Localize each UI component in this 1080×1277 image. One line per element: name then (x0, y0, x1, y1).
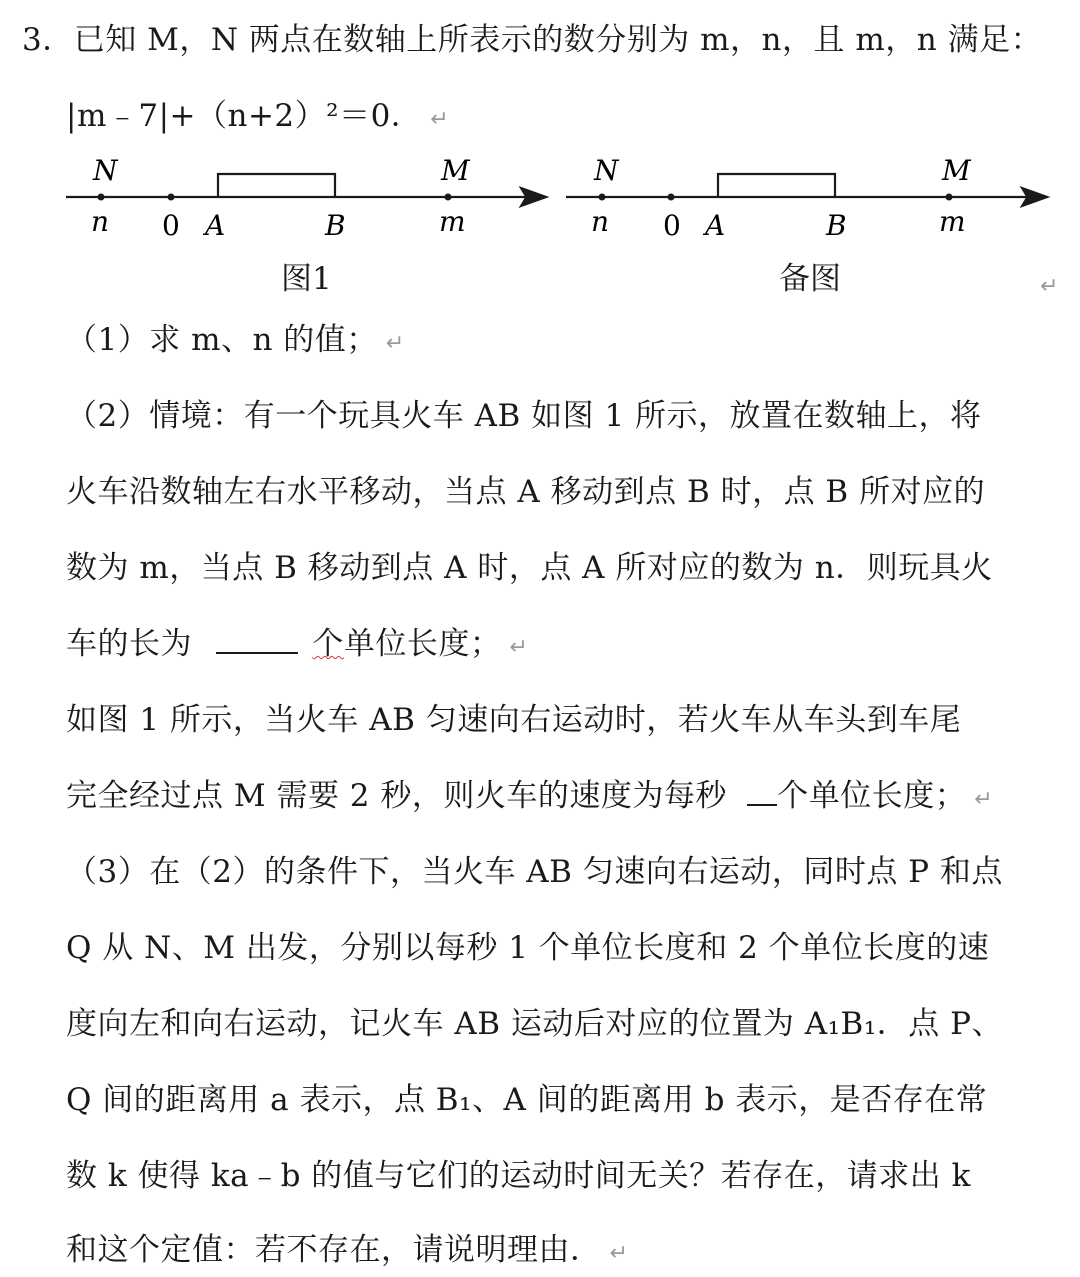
figure-1-caption: 图1 (281, 261, 332, 297)
part-3-text-3: 度向左和向右运动，记火车 AB 运动后对应的位置为 A₁B₁．点 P、 (66, 1006, 1003, 1042)
question-part-3-line-6 (66, 1230, 628, 1274)
part-3-text-1: （3）在（2）的条件下，当火车 AB 匀速向右运动，同时点 P 和点 (66, 854, 1003, 890)
label-N: N (93, 154, 118, 187)
part-3-text-4: Q 间的距离用 a 表示，点 B₁、A 间的距离用 b 表示，是否存在常 (66, 1082, 988, 1118)
point-n-dot (98, 194, 105, 201)
question-part-3-line-2 (66, 928, 989, 968)
question-part-2-line-1 (66, 396, 982, 436)
label-zero: 0 (162, 209, 180, 242)
label-m: m (939, 205, 966, 238)
figure-2-caption: 备图 (779, 261, 841, 297)
label-n: n (91, 205, 110, 238)
speed-suffix: 个单位长度； (777, 778, 967, 814)
question-part-2-line-3 (66, 548, 993, 588)
speed-prefix: 完全经过点 M 需要 2 秒，则火车的速度为每秒 (66, 778, 727, 814)
part-3-text-6: 和这个定值：若不存在，请说明理由． (66, 1232, 602, 1268)
label-A: A (705, 209, 726, 242)
question-part-2-line-2 (66, 472, 985, 512)
label-zero: 0 (663, 209, 681, 242)
question-part-2-line-5 (66, 700, 961, 740)
question-part-2-line-6 (66, 776, 993, 820)
question-line-2 (66, 96, 449, 140)
part-3-text-5: 数 k 使得 ka﹣b 的值与它们的运动时间无关？若存在，请求出 k (66, 1158, 971, 1194)
question-part-2-line-4 (66, 624, 528, 668)
car-length-suffix: 单位长度； (343, 626, 502, 662)
part-3-text-2: Q 从 N、M 出发，分别以每秒 1 个单位长度和 2 个单位长度的速 (66, 930, 990, 966)
point-m-dot (445, 194, 452, 201)
label-A: A (205, 209, 226, 242)
return-mark-icon: ↵ (385, 331, 405, 356)
question-part-3-line-5 (66, 1156, 971, 1196)
label-M: M (942, 154, 971, 187)
toy-train-rect (718, 174, 835, 197)
figure-2-number-line (566, 154, 1046, 242)
return-mark-icon: ↵ (974, 787, 994, 812)
answer-blank-train-length[interactable] (216, 626, 298, 654)
question-part-1 (66, 320, 405, 364)
spellcheck-underlined-word: 个 (312, 626, 344, 662)
part-2-text-1: （2）情境：有一个玩具火车 AB 如图 1 所示，放置在数轴上，将 (66, 398, 982, 434)
origin-dot (668, 194, 675, 201)
car-length-prefix: 车的长为 (66, 626, 192, 662)
origin-dot (168, 194, 175, 201)
label-B: B (826, 209, 847, 242)
return-mark-icon: ↵ (1040, 274, 1059, 299)
return-mark-icon: ↵ (609, 1241, 629, 1266)
label-n: n (591, 205, 610, 238)
point-m-dot (946, 194, 953, 201)
part-1-text: （1）求 m、n 的值； (66, 322, 378, 358)
label-M: M (441, 154, 470, 187)
question-part-3-line-4 (66, 1080, 987, 1120)
label-N: N (594, 154, 619, 187)
label-B: B (325, 209, 346, 242)
question-part-3-line-1 (66, 852, 1003, 892)
return-mark-icon: ↵ (430, 107, 450, 132)
figure-1-number-line (66, 154, 545, 242)
part-2-text-5: 如图 1 所示，当火车 AB 匀速向右运动时，若火车从车头到车尾 (66, 702, 962, 738)
answer-blank-speed[interactable] (747, 778, 777, 806)
point-n-dot (599, 194, 606, 201)
question-part-3-line-3 (66, 1004, 1003, 1044)
part-2-text-3: 数为 m，当点 B 移动到点 A 时，点 A 所对应的数为 n．则玩具火 (66, 550, 993, 586)
condition-equation: |m﹣7|+（n+2）²＝0． (66, 98, 423, 134)
label-m: m (439, 205, 466, 238)
return-mark-icon: ↵ (509, 635, 529, 660)
number-line-figures (0, 145, 1080, 305)
part-2-text-2: 火车沿数轴左右水平移动，当点 A 移动到点 B 时，点 B 所对应的 (66, 474, 986, 510)
question-line-1 (22, 20, 1042, 60)
question-stem-text: 3．已知 M，N 两点在数轴上所表示的数分别为 m，n，且 m，n 满足： (22, 22, 1043, 58)
toy-train-rect (218, 174, 335, 197)
